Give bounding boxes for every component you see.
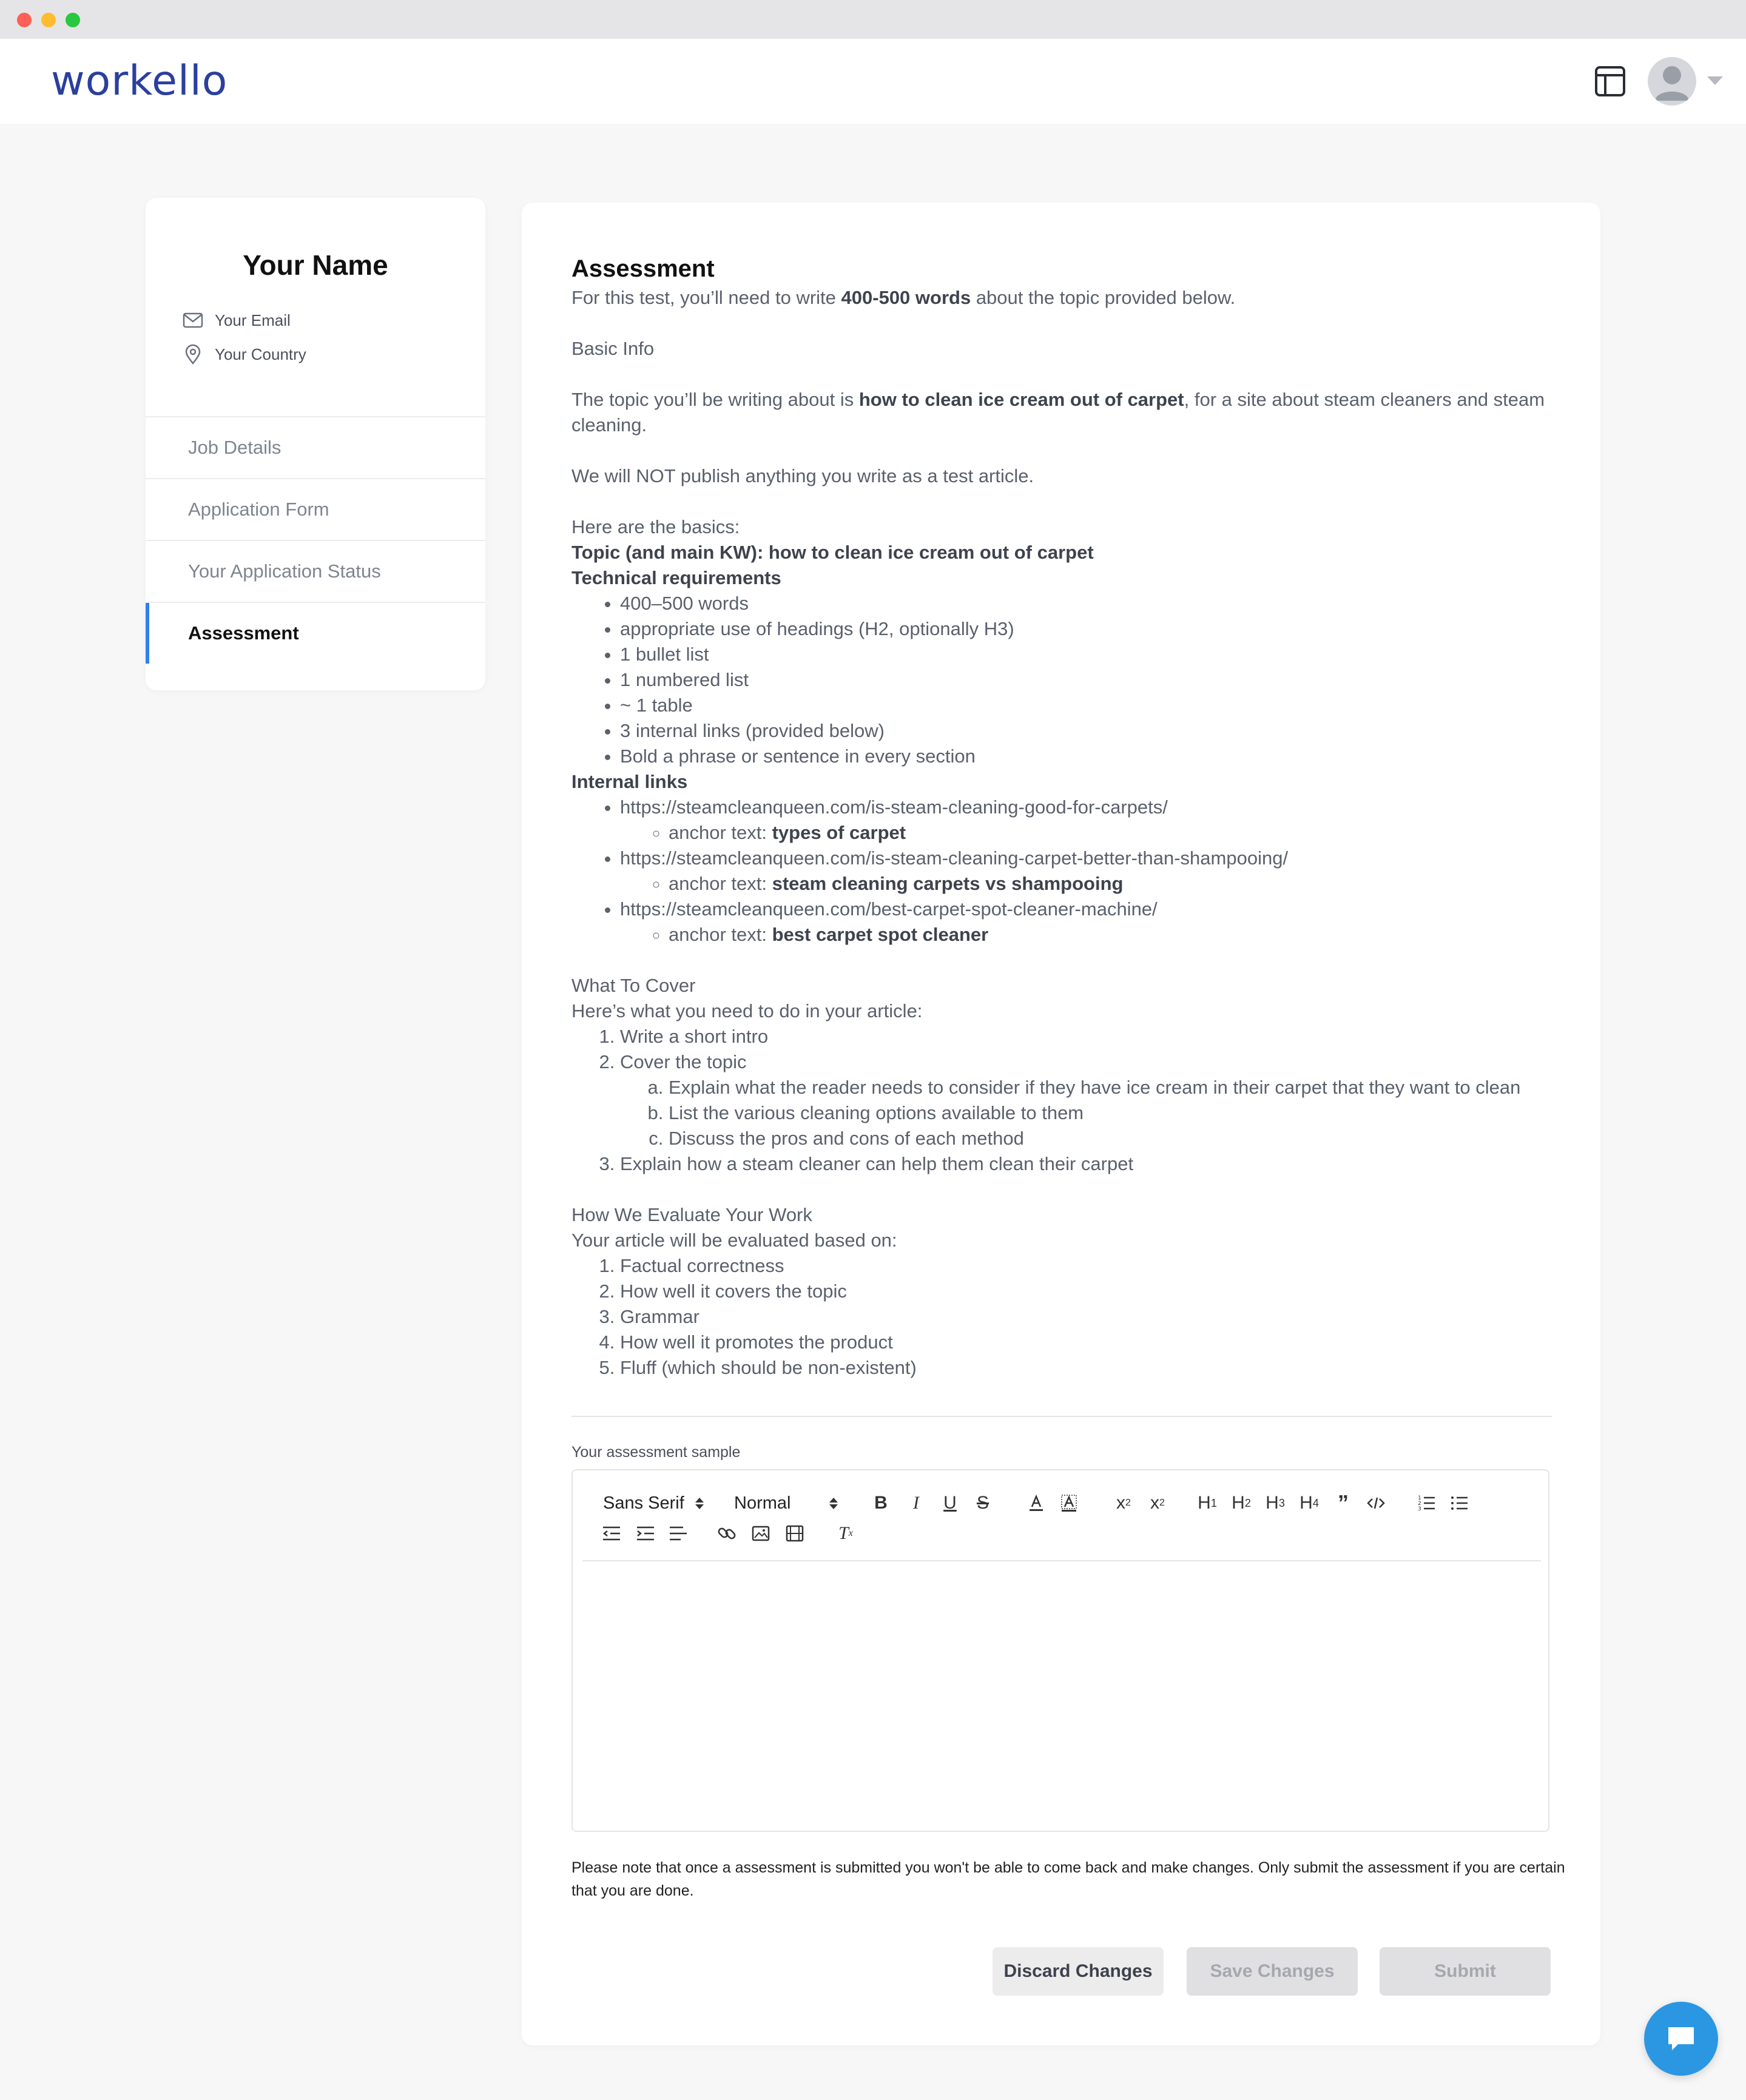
clear-formatting-icon[interactable]: T x bbox=[838, 1523, 853, 1543]
discard-changes-button[interactable]: Discard Changes bbox=[993, 1947, 1164, 1996]
basics-heading: Here are the basics: bbox=[571, 516, 740, 537]
list-item bbox=[620, 846, 1552, 897]
outdent-icon[interactable] bbox=[599, 1520, 624, 1547]
list-item: 2. How well it covers the topic bbox=[620, 1279, 1552, 1304]
list-item: • 3 internal links (provided below) bbox=[620, 718, 1552, 744]
indent-icon[interactable] bbox=[633, 1520, 658, 1547]
video-icon[interactable] bbox=[783, 1520, 807, 1547]
mail-icon bbox=[182, 309, 204, 331]
underline-icon[interactable]: U bbox=[943, 1493, 957, 1513]
heading-2-icon[interactable]: H 2 bbox=[1232, 1493, 1251, 1513]
window-close-button[interactable] bbox=[17, 13, 32, 27]
list-item: 4. How well it promotes the product bbox=[620, 1330, 1552, 1355]
topic-keyword: Topic (and main KW): how to clean ice cream out of carpet bbox=[571, 542, 1094, 563]
list-item: 1. Factual correctness bbox=[620, 1253, 1552, 1279]
font-family-value: Sans Serif bbox=[603, 1493, 684, 1513]
list-item: • 1 bullet list bbox=[620, 642, 1552, 667]
user-avatar-icon[interactable] bbox=[1648, 57, 1696, 106]
select-arrows-icon bbox=[829, 1498, 838, 1509]
evaluate-list bbox=[571, 1253, 1552, 1381]
bold-icon[interactable]: B bbox=[874, 1493, 888, 1513]
subscript-icon[interactable]: x 2 bbox=[1150, 1493, 1165, 1513]
list-item: • 400–500 words bbox=[620, 591, 1552, 616]
not-publish-note: We will NOT publish anything you write as a test article. bbox=[571, 465, 1034, 486]
list-item bbox=[620, 795, 1552, 846]
assessment-title: Assessment bbox=[571, 255, 715, 282]
svg-text:2: 2 bbox=[1418, 1501, 1421, 1507]
bullet-list-icon[interactable] bbox=[1448, 1490, 1472, 1516]
what-to-cover-intro: Here’s what you need to do in your article: bbox=[571, 1000, 923, 1021]
heading-3-icon[interactable]: H 3 bbox=[1266, 1493, 1285, 1513]
list-item: 3. Explain how a steam cleaner can help them clean their carpet bbox=[620, 1151, 1552, 1177]
assessment-intro: For this test, you’ll need to write 400-500 words about the topic provided below. bbox=[571, 287, 1236, 308]
list-item: ◦ anchor text: steam cleaning carpets vs shampooing bbox=[669, 871, 1552, 897]
heading-1-icon[interactable]: H 1 bbox=[1198, 1493, 1217, 1513]
list-item: 5. Fluff (which should be non-existent) bbox=[620, 1355, 1552, 1381]
superscript-icon[interactable]: x 2 bbox=[1116, 1493, 1131, 1513]
internal-link-url: https://steamcleanqueen.com/is-steam-cleaning-carpet-better-than-shampooing/ bbox=[620, 847, 1289, 869]
editor-content-area[interactable] bbox=[582, 1567, 1541, 1822]
list-item: • Bold a phrase or sentence in every section bbox=[620, 744, 1552, 769]
background-color-icon[interactable] bbox=[1057, 1490, 1081, 1516]
internal-links-heading: Internal links bbox=[571, 771, 688, 792]
svg-text:3: 3 bbox=[1418, 1506, 1421, 1512]
heading-4-icon[interactable]: H 4 bbox=[1299, 1493, 1319, 1513]
what-to-cover-heading: What To Cover bbox=[571, 975, 696, 996]
sidebar-item-application-form[interactable]: Application Form bbox=[146, 478, 485, 540]
sidebar-item-application-status[interactable]: Your Application Status bbox=[146, 540, 485, 602]
list-item: 2. Cover the topic a. Explain what the reader needs to consider if they have ice cream in their carpet that they want to clean b. List the various cleaning options available to them c. Discuss the pros and cons of each method bbox=[620, 1049, 1552, 1151]
rich-text-editor bbox=[571, 1469, 1549, 1832]
window-titlebar bbox=[0, 0, 1746, 39]
list-item: 3. Grammar bbox=[620, 1304, 1552, 1330]
font-family-select[interactable] bbox=[603, 1490, 704, 1516]
list-item: ◦ anchor text: types of carpet bbox=[669, 820, 1552, 846]
top-bar bbox=[0, 39, 1746, 124]
basic-info-heading: Basic Info bbox=[571, 338, 655, 359]
profile-email-text: Your Email bbox=[215, 311, 291, 329]
list-item: • appropriate use of headings (H2, optionally H3) bbox=[620, 616, 1552, 642]
svg-text:1: 1 bbox=[1418, 1495, 1421, 1501]
list-item: ◦ anchor text: best carpet spot cleaner bbox=[669, 922, 1552, 947]
list-item: • 1 numbered list bbox=[620, 667, 1552, 693]
profile-country bbox=[182, 342, 306, 366]
topic-description: The topic you’ll be writing about is how to clean ice cream out of carpet, for a site about steam cleaners and steam cleaning. bbox=[571, 389, 1545, 436]
location-pin-icon bbox=[182, 343, 204, 365]
blockquote-icon[interactable]: ” bbox=[1338, 1490, 1349, 1515]
font-size-value: Normal bbox=[734, 1493, 791, 1513]
list-item: • ~ 1 table bbox=[620, 693, 1552, 718]
text-color-icon[interactable] bbox=[1024, 1490, 1048, 1516]
technical-requirements-list bbox=[571, 591, 1552, 769]
code-block-icon[interactable] bbox=[1363, 1490, 1389, 1516]
profile-email bbox=[182, 308, 291, 332]
internal-link-url: https://steamcleanqueen.com/is-steam-cleaning-good-for-carpets/ bbox=[620, 796, 1168, 818]
assessment-content bbox=[571, 252, 1552, 1381]
list-item: b. List the various cleaning options available to them bbox=[669, 1100, 1552, 1126]
select-arrows-icon bbox=[695, 1498, 704, 1509]
internal-links-list bbox=[571, 795, 1552, 947]
assessment-card bbox=[522, 203, 1600, 2045]
list-item bbox=[620, 897, 1552, 947]
ordered-list-icon[interactable] bbox=[1415, 1490, 1439, 1516]
save-changes-button[interactable]: Save Changes bbox=[1187, 1947, 1358, 1996]
list-item: c. Discuss the pros and cons of each method bbox=[669, 1126, 1552, 1151]
image-icon[interactable] bbox=[749, 1520, 773, 1547]
italic-icon[interactable]: I bbox=[913, 1493, 919, 1513]
evaluate-heading: How We Evaluate Your Work bbox=[571, 1204, 812, 1225]
sidebar-nav bbox=[146, 416, 485, 664]
sidebar bbox=[146, 198, 485, 690]
profile-country-text: Your Country bbox=[215, 345, 306, 363]
editor-toolbar bbox=[582, 1482, 1541, 1561]
window-maximize-button[interactable] bbox=[66, 13, 80, 27]
sidebar-item-job-details[interactable]: Job Details bbox=[146, 416, 485, 478]
chevron-down-icon[interactable] bbox=[1707, 76, 1723, 85]
layout-icon[interactable] bbox=[1594, 66, 1626, 97]
submit-button[interactable]: Submit bbox=[1380, 1947, 1551, 1996]
font-size-select[interactable] bbox=[734, 1490, 838, 1516]
internal-link-url: https://steamcleanqueen.com/best-carpet-spot-cleaner-machine/ bbox=[620, 898, 1158, 920]
assessment-sample-label: Your assessment sample bbox=[571, 1444, 741, 1461]
list-item: 1. Write a short intro bbox=[620, 1024, 1552, 1049]
technical-requirements-heading: Technical requirements bbox=[571, 567, 781, 588]
evaluate-intro: Your article will be evaluated based on: bbox=[571, 1230, 897, 1251]
what-to-cover-list bbox=[571, 1024, 1552, 1177]
list-item: a. Explain what the reader needs to consider if they have ice cream in their carpet that they want to clean bbox=[669, 1075, 1552, 1100]
window-minimize-button[interactable] bbox=[41, 13, 56, 27]
profile-name: Your Name bbox=[243, 249, 388, 281]
sidebar-item-assessment[interactable]: Assessment bbox=[146, 602, 485, 664]
chat-bubble-icon[interactable] bbox=[1644, 2002, 1718, 2076]
workello-logo[interactable]: workello bbox=[51, 57, 228, 105]
strikethrough-icon[interactable]: S bbox=[976, 1493, 989, 1513]
submission-note: Please note that once a assessment is submitted you won't be able to come back and make changes. Only submit the assessment if you are certain that you are done. bbox=[571, 1859, 1565, 1899]
content-divider bbox=[571, 1416, 1552, 1417]
link-icon[interactable] bbox=[715, 1520, 739, 1547]
align-icon[interactable] bbox=[666, 1520, 690, 1547]
